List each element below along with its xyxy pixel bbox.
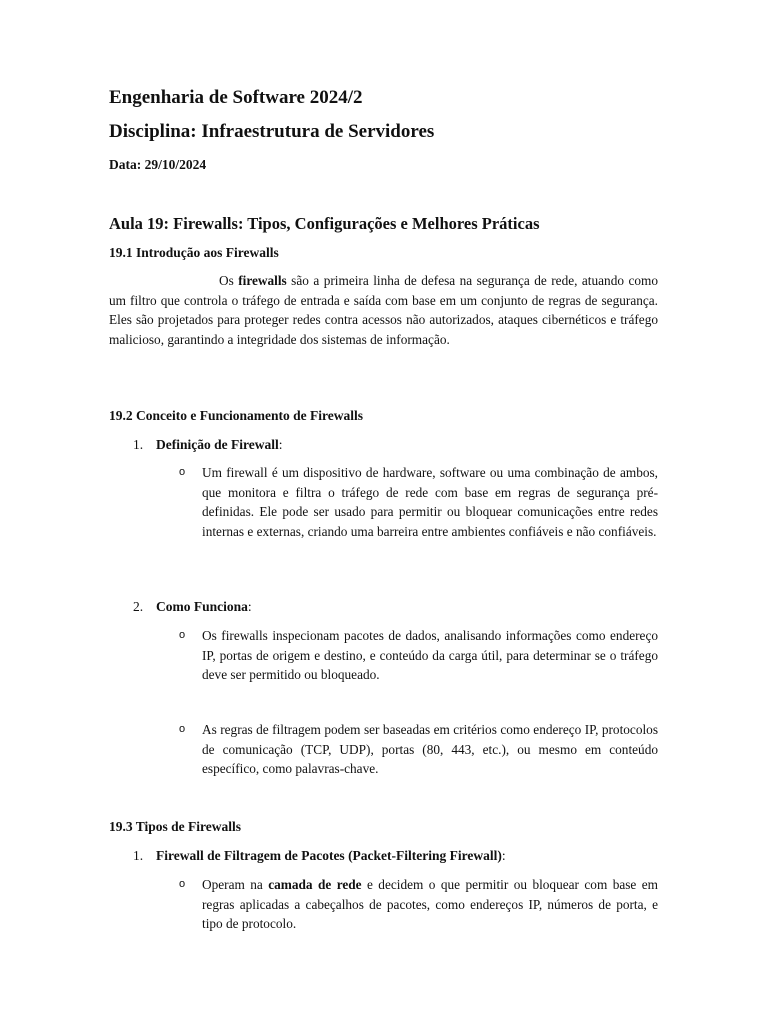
bullet-marker: o xyxy=(179,466,186,478)
list-item-label: Firewall de Filtragem de Pacotes (Packet-Filtering Firewall): xyxy=(156,848,506,863)
intro-paragraph: Os firewalls são a primeira linha de defesa na segurança de rede, atuando como um filtro que controla o tráfego de entrada e saída com base em um conjunto de regras de segurança. Eles são projetados para proteger redes contra acessos não autorizados, ataques cibernéticos e tráfego malicioso, garantindo a integridade dos sistemas de informação. xyxy=(109,273,658,347)
intro-bold-term: firewalls xyxy=(238,273,287,288)
bullet-marker: o xyxy=(179,878,186,890)
date-line: Data: 29/10/2024 xyxy=(109,157,207,172)
bullet-paragraph: Um firewall é um dispositivo de hardware, software ou uma combinação de ambos, que monitora e filtra o tráfego de rede com base em regras de segurança pré-definidas. Ele pode ser usado para permitir ou bloquear comunicações entre redes internas e externas, criando uma barreira entre ambientes confiáveis e não confiáveis. xyxy=(202,465,658,539)
course-title: Engenharia de Software 2024/2 xyxy=(109,87,363,108)
section-heading-types: 19.3 Tipos de Firewalls xyxy=(109,819,242,834)
section-heading-concept: 19.2 Conceito e Funcionamento de Firewalls xyxy=(109,408,363,423)
bullet-bold-term: camada de rede xyxy=(268,877,362,892)
list-item-label: Como Funciona: xyxy=(156,599,252,614)
bullet-marker: o xyxy=(179,629,186,641)
section-heading-intro: 19.1 Introdução aos Firewalls xyxy=(109,245,279,260)
list-item-label: Definição de Firewall: xyxy=(156,437,283,452)
list-number: 1. xyxy=(133,848,144,863)
list-number: 2. xyxy=(133,599,144,614)
bullet-paragraph: As regras de filtragem podem ser baseadas em critérios como endereço IP, protocolos de comunicação (TCP, UDP), portas (80, 443, etc.), ou mesmo em conteúdo específico, como palavras-chave. xyxy=(202,722,658,777)
bullet-paragraph: Operam na camada de rede e decidem o que permitir ou bloquear com base em regras aplicadas a cabeçalhos de pacotes, como endereços IP, números de porta, e tipo de protocolo. xyxy=(202,877,658,932)
bullet-marker: o xyxy=(179,723,186,735)
discipline-title: Disciplina: Infraestrutura de Servidores xyxy=(109,121,435,142)
lesson-title: Aula 19: Firewalls: Tipos, Configurações e Melhores Práticas xyxy=(109,214,540,233)
list-number: 1. xyxy=(133,437,144,452)
bullet-paragraph: Os firewalls inspecionam pacotes de dados, analisando informações como endereço IP, portas de origem e destino, e conteúdo da carga útil, para determinar se o tráfego deve ser permitido ou bloqueado. xyxy=(202,628,658,683)
